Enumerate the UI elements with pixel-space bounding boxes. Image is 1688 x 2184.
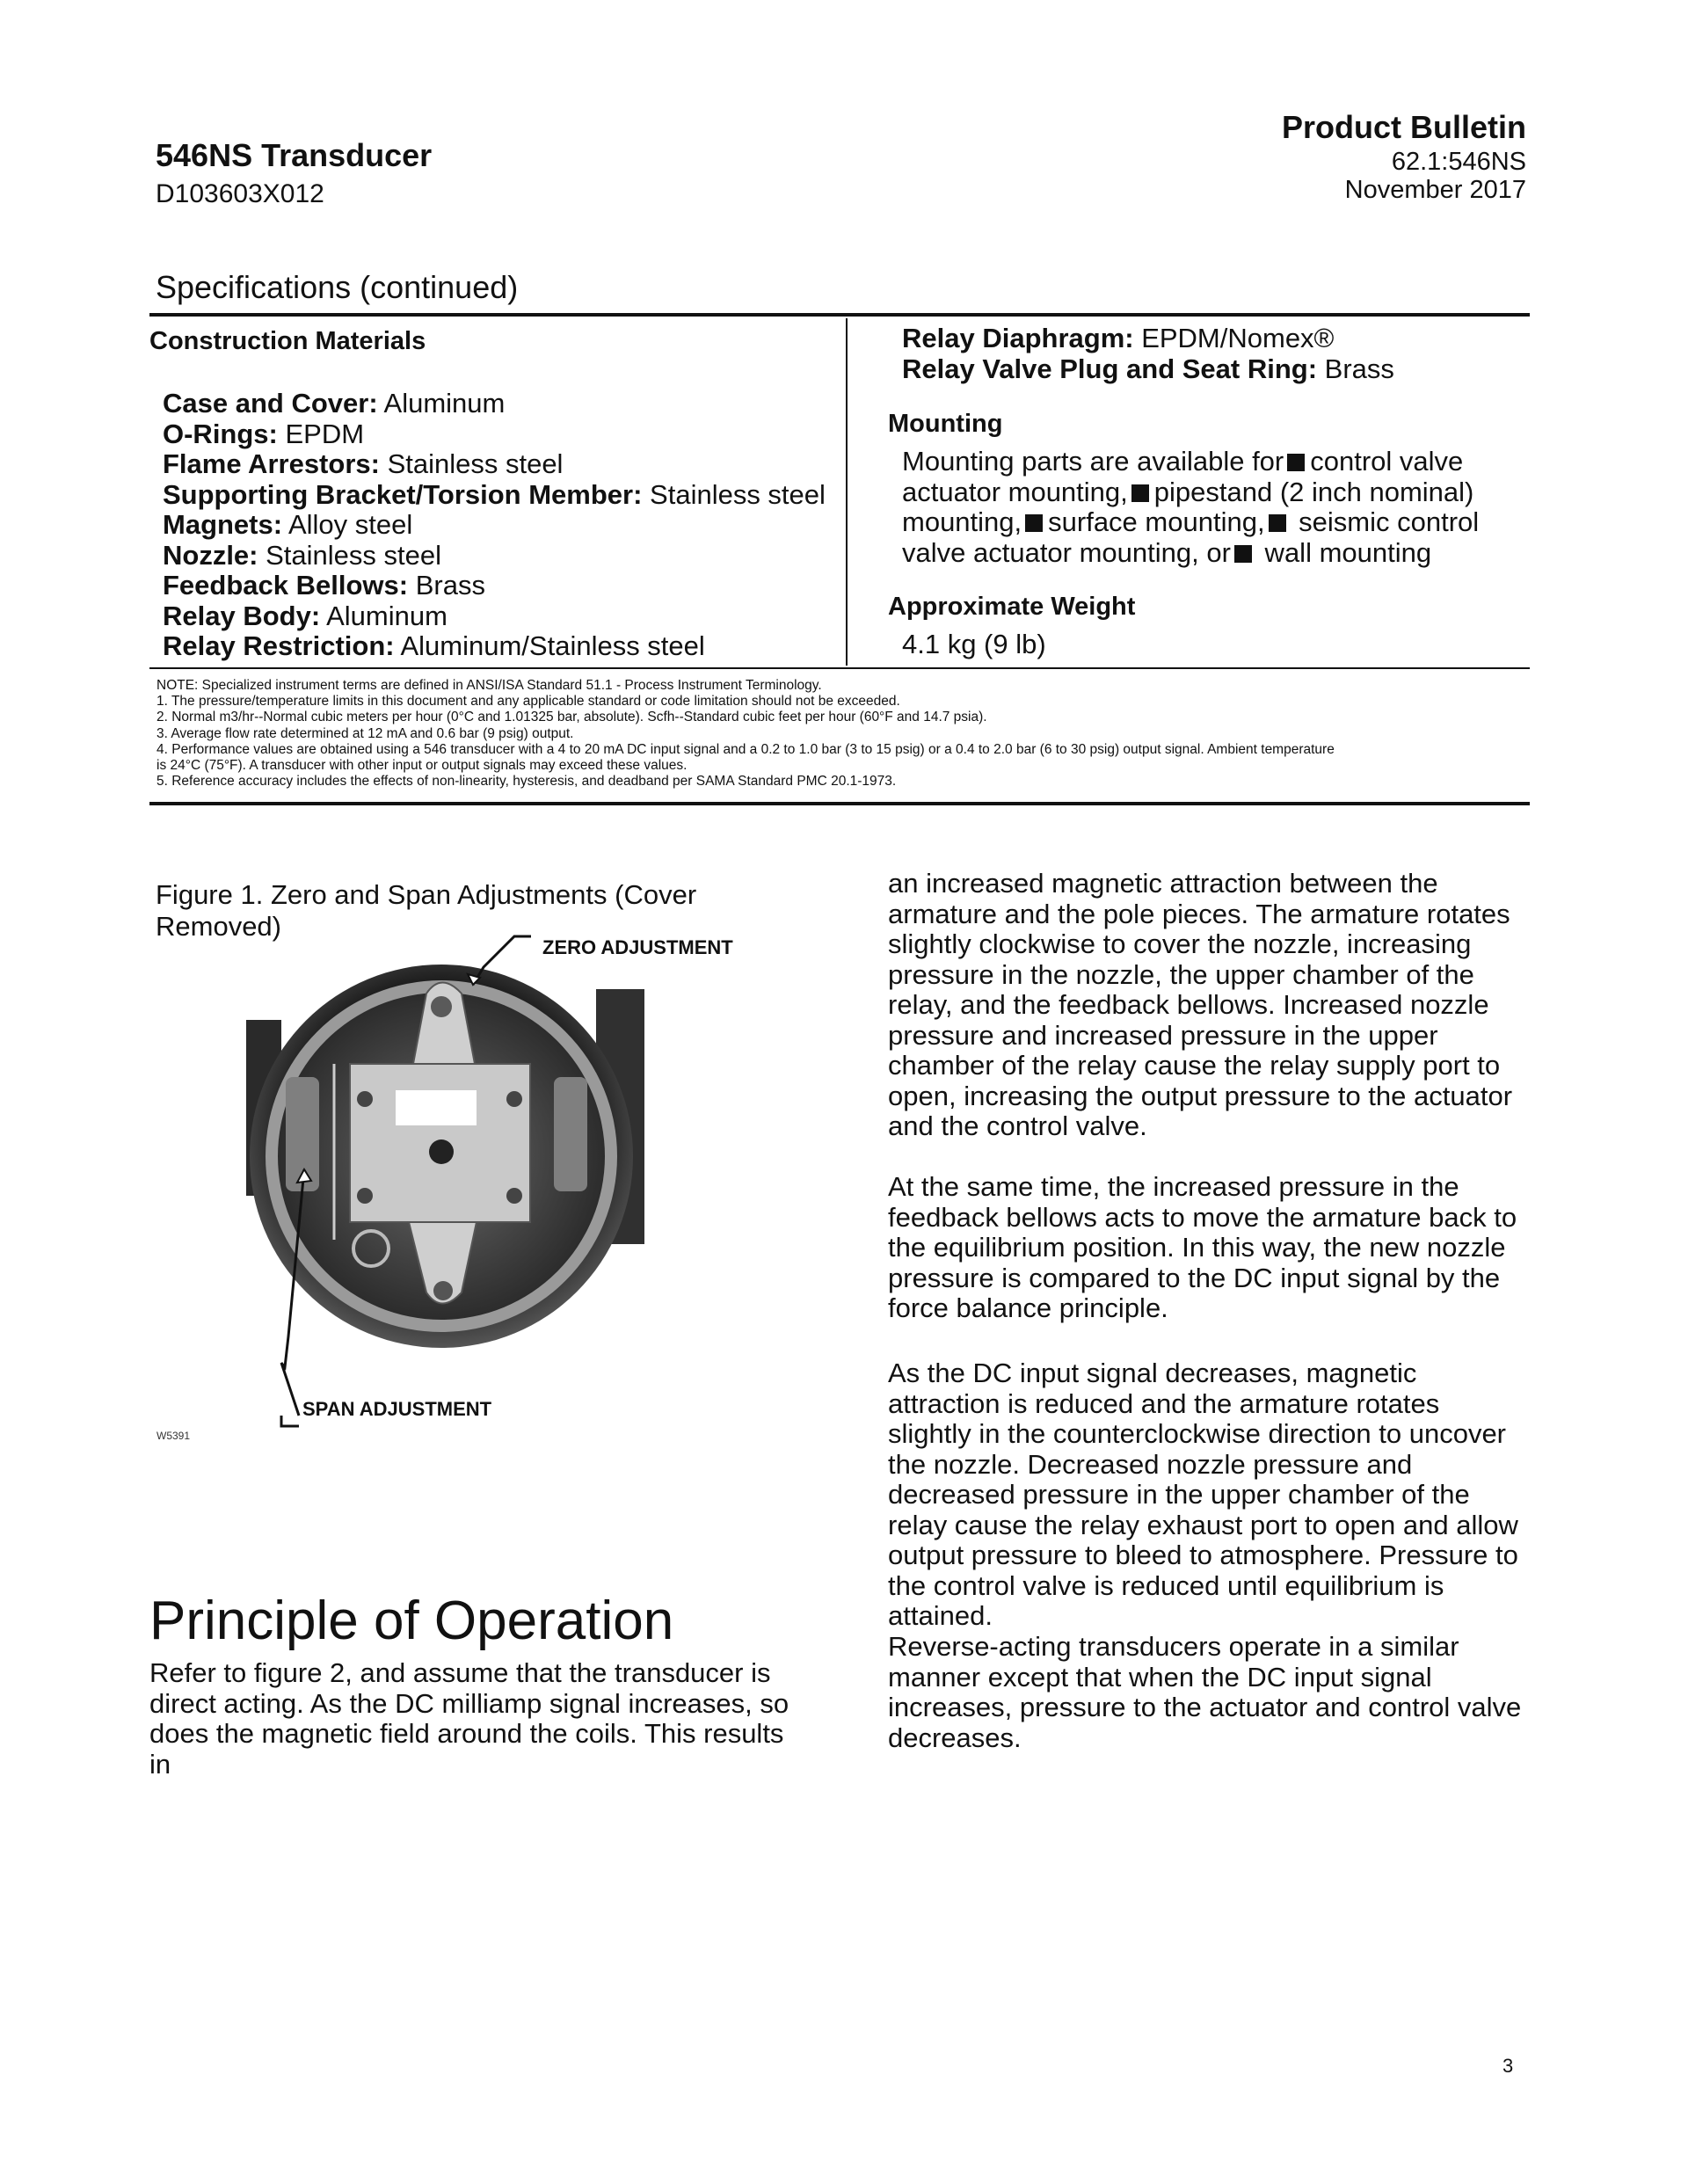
note-line: is 24°C (75°F). A transducer with other input or output signals may exceed these values. (156, 758, 688, 774)
spec-item: Flame Arrestors: Stainless steel (163, 448, 564, 479)
spec-item: Case and Cover: Aluminum (163, 388, 506, 419)
weight-value: 4.1 kg (9 lb) (902, 629, 1046, 659)
bulletin-type: Product Bulletin (1282, 109, 1526, 145)
spec-top-rule (149, 313, 1530, 317)
note-line: 1. The pressure/temperature limits in this document and any applicable standard or code limitation should not be exceeded. (156, 694, 900, 710)
mounting-text: Mounting parts are available for control valve actuator mounting, pipestand (2 inch nominal) mounting, surface mounting, seismic control valve actuator mounting, or wall mounting (902, 446, 1480, 568)
principle-paragraph-4: As the DC input signal decreases, magnetic attraction is reduced and the armature rotates slightly in the counterclockwise direction to uncover the nozzle. Decreased nozzle pressure and decreased pressure in the upper chamber of the relay cause the relay exhaust port to open and allow output pressure to bleed to atmosphere. Pressure to the control valve is reduced until equilibrium is attained. (888, 1358, 1518, 1631)
principle-heading: Principle of Operation (149, 1591, 674, 1651)
construction-materials-heading: Construction Materials (149, 327, 426, 355)
spec-item: Supporting Bracket/Torsion Member: Stainless steel (163, 478, 826, 510)
document-id: D103603X012 (156, 179, 324, 208)
transducer-photo (246, 923, 659, 1433)
relay-items (902, 324, 1394, 384)
principle-paragraph-5: Reverse-acting transducers operate in a similar manner except that when the DC input signal increases, pressure to the actuator and control valve decreases. (888, 1631, 1522, 1753)
checkbox-square-icon (1131, 484, 1149, 502)
spec-item: Relay Body: Aluminum (163, 600, 447, 631)
checkbox-square-icon (1269, 514, 1286, 532)
notes-top-rule (149, 667, 1530, 669)
note-line: 4. Performance values are obtained using a 546 transducer with a 4 to 20 mA DC input signal and a 0.2 to 1.0 bar (3 to 15 psig) or a 0.4 to 2.0 bar (6 to 30 psig) output signal. Ambient temperature (156, 741, 1335, 757)
span-adjustment-label: SPAN ADJUSTMENT (302, 1398, 492, 1420)
spec-item: O-Rings: EPDM (163, 418, 365, 449)
zero-adjustment-label: ZERO ADJUSTMENT (542, 936, 733, 958)
checkbox-square-icon (1287, 454, 1305, 471)
figure-id: W5391 (156, 1430, 191, 1442)
note-line: 3. Average flow rate determined at 12 mA and 0.6 bar (9 psig) output. (156, 725, 574, 741)
spec-notes (156, 678, 1528, 790)
notes-bottom-rule (149, 802, 1530, 805)
bulletin-date: November 2017 (1344, 176, 1526, 204)
mounting-heading: Mounting (888, 410, 1003, 438)
spec-item: Feedback Bellows: Brass (163, 570, 485, 601)
spec-item: Relay Diaphragm: EPDM/Nomex® (902, 323, 1335, 353)
principle-paragraph-1: Refer to figure 2, and assume that the transducer is direct acting. As the DC milliamp signal increases, so does the magnetic field around the coils. This results in (149, 1657, 789, 1780)
principle-paragraph-3: At the same time, the increased pressure in the feedback bellows acts to move the armature back to the equilibrium position. In this way, the new nozzle pressure is compared to the DC input signal by the force balance principle. (888, 1171, 1517, 1323)
note-line: NOTE: Specialized instrument terms are defined in ANSI/ISA Standard 51.1 - Process Instrument Terminology. (156, 678, 822, 693)
note-line: 5. Reference accuracy includes the effects of non-linearity, hysteresis, and deadband per SAMA Standard PMC 20.1-1973. (156, 774, 897, 790)
bulletin-number: 62.1:546NS (1391, 148, 1526, 176)
spec-item: Relay Restriction: Aluminum/Stainless steel (163, 630, 705, 661)
figure-title: Figure 1. Zero and Span Adjustments (Cover Removed) (156, 879, 697, 942)
document-title: 546NS Transducer (156, 137, 433, 173)
principle-paragraph-2: an increased magnetic attraction between the armature and the pole pieces. The armature rotates slightly clockwise to cover the nozzle, increasing pressure in the nozzle, the upper chamber of the relay, and the feedback bellows. Increased nozzle pressure and increased pressure in the upper chamber of the relay cause the relay supply port to open, increasing the output pressure to the actuator and the control valve. (888, 868, 1513, 1141)
page-number: 3 (1502, 2055, 1514, 2077)
construction-materials-list (163, 389, 826, 662)
specifications-heading: Specifications (continued) (156, 269, 519, 305)
note-line: 2. Normal m3/hr--Normal cubic meters per hour (0°C and 1.01325 bar, absolute). Scfh--Standard cubic feet per hour (60°F and 14.7 psia). (156, 710, 987, 725)
checkbox-square-icon (1234, 545, 1252, 563)
spec-item: Nozzle: Stainless steel (163, 539, 441, 571)
checkbox-square-icon (1025, 514, 1043, 532)
spec-column-divider (846, 318, 848, 666)
weight-heading: Approximate Weight (888, 593, 1136, 621)
spec-item: Magnets: Alloy steel (163, 509, 413, 540)
spec-item: Relay Valve Plug and Seat Ring: Brass (902, 353, 1394, 384)
